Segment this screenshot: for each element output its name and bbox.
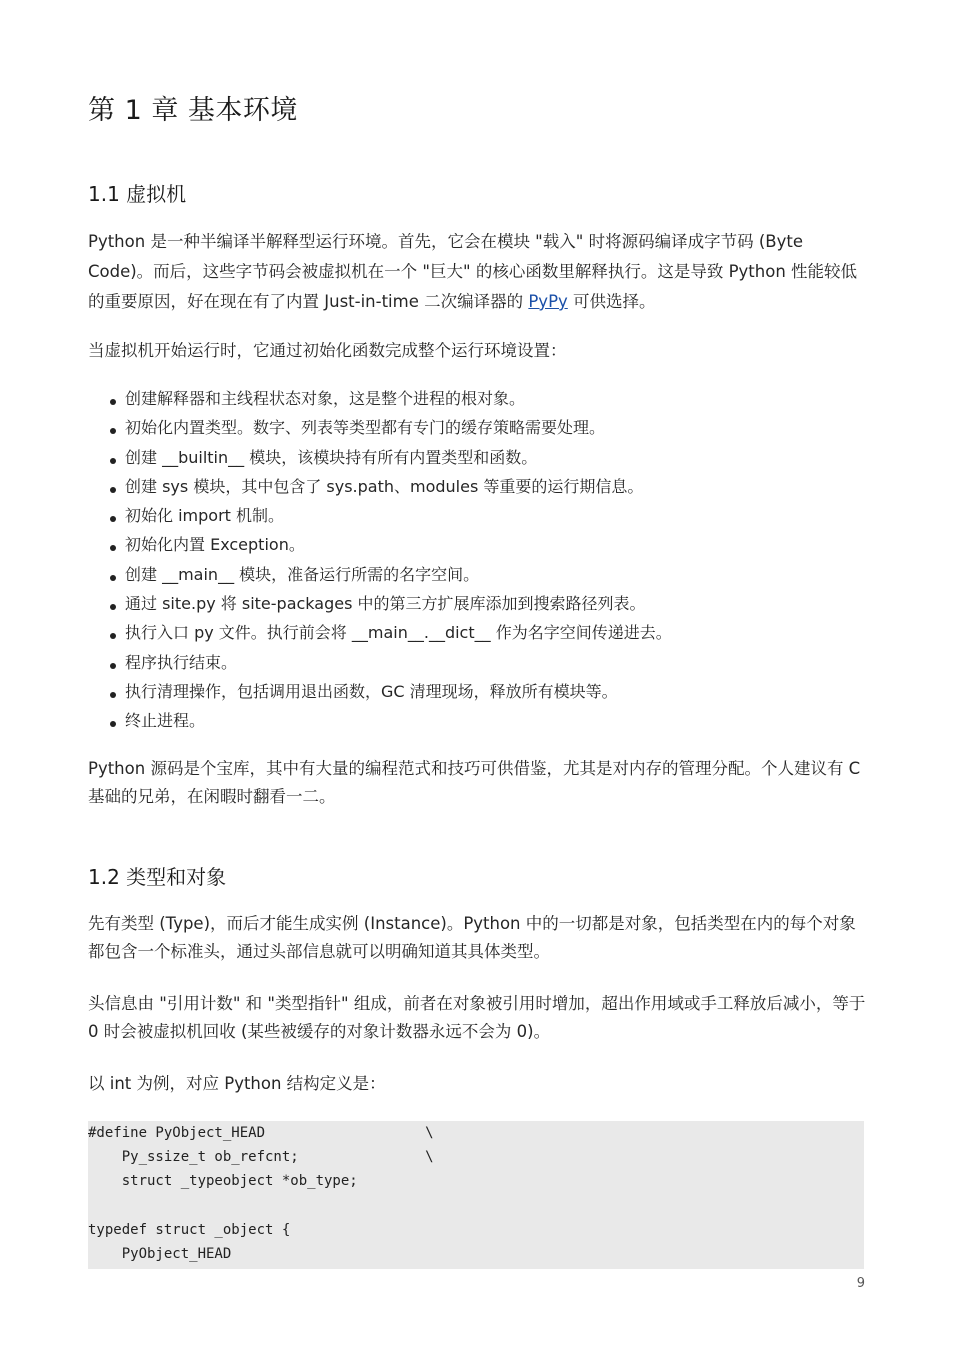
startup-steps-list (110, 384, 850, 736)
bullet-icon (110, 545, 116, 551)
bullet-icon (110, 487, 116, 493)
list-item (110, 560, 850, 589)
bullet-icon (110, 575, 116, 581)
list-item (110, 443, 850, 472)
startup-lead-paragraph: 当虚拟机开始运行时，它通过初始化函数完成整个运行环境设置： (88, 341, 567, 360)
bullet-icon (110, 633, 116, 639)
code-line: PyObject_HEAD (88, 1245, 232, 1262)
list-item-text: 初始化 import 机制。 (125, 506, 285, 526)
list-item-text: 执行入口 py 文件。执行前会将 __main__.__dict__ 作为名字空间传递进去。 (125, 623, 672, 643)
bullet-icon (110, 604, 116, 610)
bullet-icon (110, 721, 116, 727)
vm-intro-paragraph (88, 227, 866, 317)
type-intro-paragraph: 先有类型 (Type)，而后才能生成实例 (Instance)。Python 中的一切都是对象，包括类型在内的每个对象都包含一个标准头，通过头部信息就可以明确知道其具体类型。 (88, 914, 856, 961)
int-example-paragraph: 以 int 为例，对应 Python 结构定义是： (88, 1074, 386, 1093)
list-item-text: 创建 __main__ 模块，准备运行所需的名字空间。 (125, 564, 480, 584)
code-block (88, 1121, 864, 1269)
vm-intro-text: Python 是一种半编译半解释型运行环境。首先，它会在模块 "载入" 时将源码编译成字节码 (Byte Code)。而后，这些字节码会被虚拟机在一个 "巨大" 的核心函数里解释执行。这是导致 Python 性能较低的重要原因，好在现在有了内置 Just-in-time 二次编译器的 (88, 232, 858, 311)
bullet-icon (110, 399, 116, 405)
list-item (110, 501, 850, 530)
bullet-icon (110, 428, 116, 434)
code-line: struct _typeobject *ob_type; (88, 1173, 358, 1190)
list-item-text: 通过 site.py 将 site-packages 中的第三方扩展库添加到搜索路径列表。 (125, 594, 646, 614)
bullet-icon (110, 692, 116, 698)
list-item-text: 程序执行结束。 (125, 652, 238, 672)
section-title-1-2: 1.2 类型和对象 (88, 865, 227, 889)
list-item (110, 589, 850, 618)
bullet-icon (110, 516, 116, 522)
list-item (110, 677, 850, 706)
list-item-text: 创建解释器和主线程状态对象，这是整个进程的根对象。 (125, 389, 526, 408)
list-item-text: 创建 sys 模块，其中包含了 sys.path、modules 等重要的运行期信息。 (125, 476, 644, 496)
list-item (110, 413, 850, 442)
code-line: Py_ssize_t ob_refcnt; \ (88, 1149, 434, 1166)
list-item (110, 648, 850, 677)
code-content (88, 1121, 434, 1266)
chapter-title: 第 1 章 基本环境 (88, 95, 298, 126)
list-item (110, 384, 850, 413)
list-item-text: 初始化内置类型。数字、列表等类型都有专门的缓存策略需要处理。 (125, 418, 606, 438)
list-item (110, 618, 850, 647)
vm-intro-tail: 可供选择。 (567, 292, 656, 311)
bullet-icon (110, 458, 116, 464)
list-item-text: 终止进程。 (125, 711, 206, 731)
header-info-paragraph: 头信息由 "引用计数" 和 "类型指针" 组成，前者在对象被引用时增加，超出作用域或手工释放后减小，等于 0 时会被虚拟机回收 (某些被缓存的对象计数器永远不会为 0)。 (88, 994, 866, 1041)
source-closing-paragraph: Python 源码是个宝库，其中有大量的编程范式和技巧可供借鉴，尤其是对内存的管理分配。个人建议有 C 基础的兄弟，在闲暇时翻看一二。 (88, 759, 861, 806)
list-item (110, 472, 850, 501)
code-line: #define PyObject_HEAD \ (88, 1125, 434, 1141)
list-item-text: 创建 __builtin__ 模块，该模块持有所有内置类型和函数。 (125, 447, 538, 467)
list-item (110, 530, 850, 559)
list-item-text: 执行清理操作，包括调用退出函数，GC 清理现场，释放所有模块等。 (125, 681, 618, 701)
bullet-icon (110, 663, 116, 669)
code-line: typedef struct _object { (88, 1221, 291, 1238)
list-item-text: 初始化内置 Exception。 (125, 535, 305, 555)
pypy-link[interactable]: PyPy (528, 292, 568, 311)
code-line (88, 1194, 434, 1218)
page-number: 9 (856, 1276, 865, 1291)
list-item (110, 706, 850, 735)
section-title-1-1: 1.1 虚拟机 (88, 182, 187, 206)
